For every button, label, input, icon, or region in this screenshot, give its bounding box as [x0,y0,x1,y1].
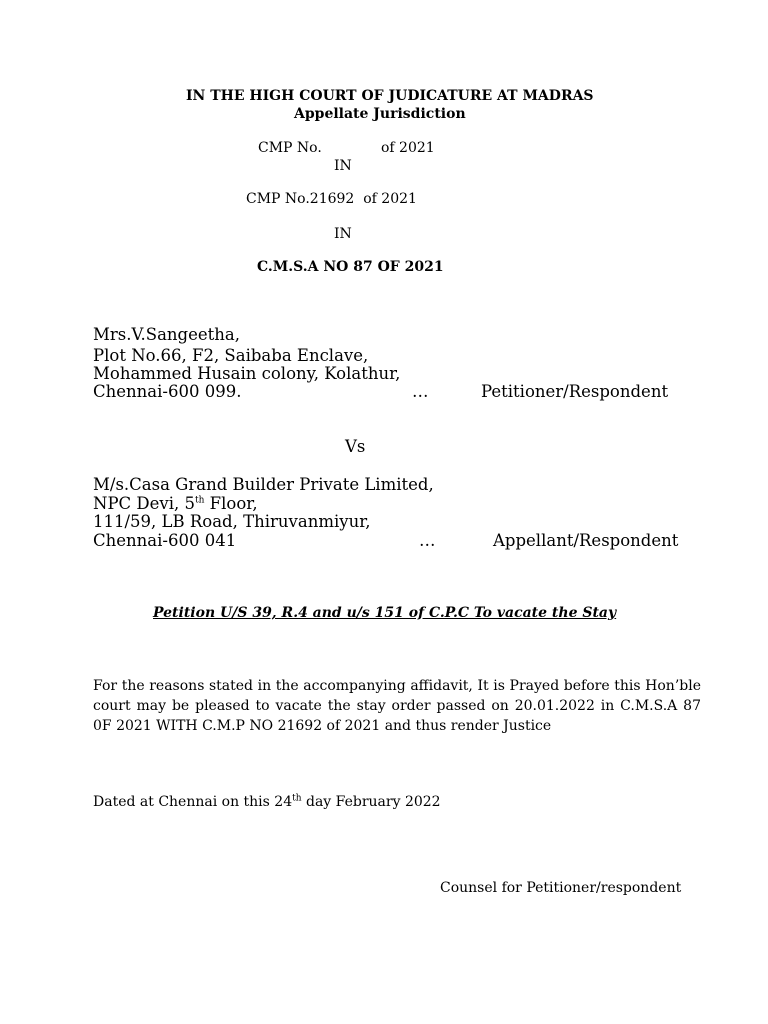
petitioner-role: Petitioner/Respondent [481,382,669,401]
in-connector-1: IN [334,158,352,174]
cmp-blank-label: CMP No. [258,140,322,156]
petitioner-address-line-1: Plot No.66, F2, Saibaba Enclave, [93,346,369,365]
court-heading: IN THE HIGH COURT OF JUDICATURE AT MADRAS [186,88,594,104]
in-connector-2: IN [334,226,352,242]
appellant-dots: … [419,531,436,550]
appellant-name: M/s.Casa Grand Builder Private Limited, [93,475,434,494]
cmp-blank-year: of 2021 [381,140,435,156]
appellant-address-line-1: NPC Devi, 5th Floor, [93,494,258,513]
petitioner-address-line-3: Chennai-600 099. [93,382,242,401]
prayer-paragraph: For the reasons stated in the accompanying affidavit, It is Prayed before this Hon’ble court may be pleased to vacate the stay order passed on 20.01.2022 in C.M.S.A 87 0F 2021 WITH C.M.P NO 21692 of 2021 and thus render Justice [93,678,701,734]
petition-title: Petition U/S 39, R.4 and u/s 151 of C.P.C To vacate the Stay [153,605,617,621]
petitioner-address-line-2: Mohammed Husain colony, Kolathur, [93,364,401,383]
cmp-main-number: CMP No.21692 of 2021 [246,191,417,207]
dated-line: Dated at Chennai on this 24th day February 2022 [93,793,441,810]
cmsa-number: C.M.S.A NO 87 OF 2021 [257,259,444,275]
signature-line: Counsel for Petitioner/respondent [440,880,682,896]
petitioner-dots: … [412,382,429,401]
appellant-address-line-2: 111/59, LB Road, Thiruvanmiyur, [93,512,371,531]
jurisdiction-heading: Appellate Jurisdiction [294,106,466,122]
appellant-address-line-3: Chennai-600 041 [93,531,237,550]
petitioner-name: Mrs.V.Sangeetha, [93,325,240,344]
versus-label: Vs [345,437,366,456]
appellant-role: Appellant/Respondent [493,531,679,550]
